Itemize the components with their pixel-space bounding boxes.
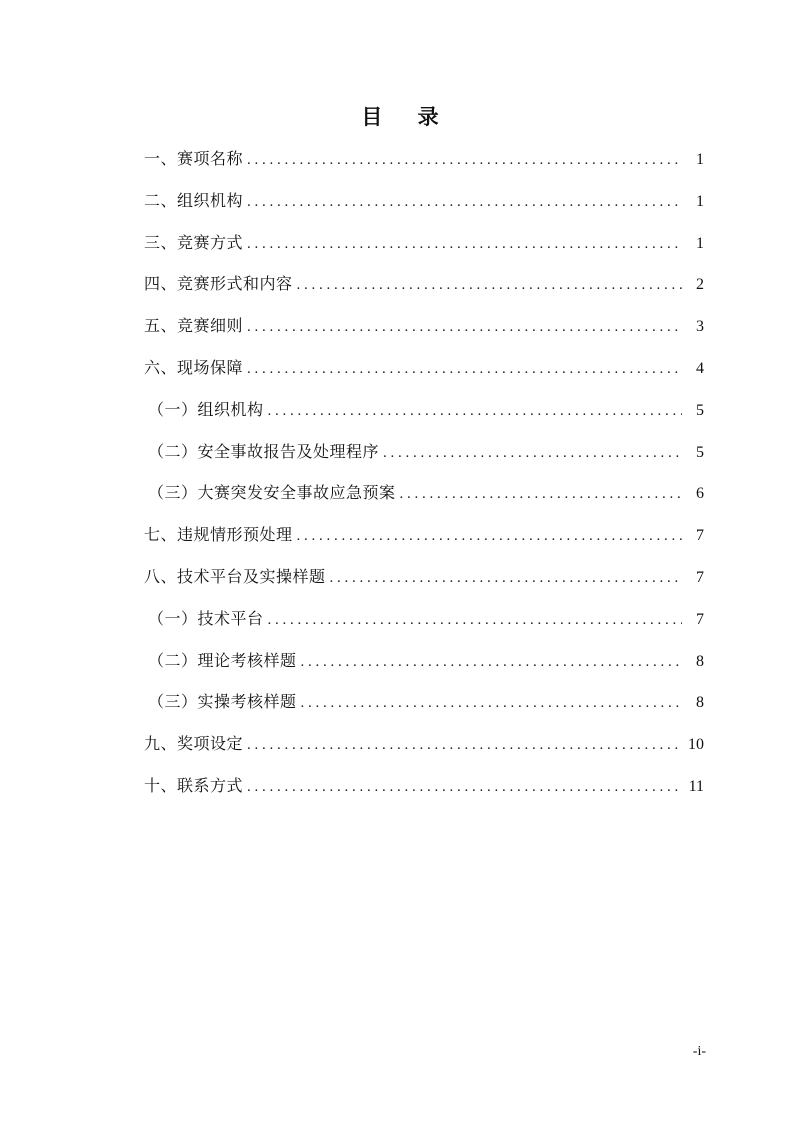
toc-dot-leader — [297, 271, 682, 299]
toc-entry-page: 2 — [696, 276, 704, 294]
toc-entry-label: （二）理论考核样题 — [148, 650, 297, 670]
toc-dot-leader — [301, 648, 682, 676]
toc-entry-label: 三、竞赛方式 — [144, 232, 244, 252]
toc-entry[interactable] — [144, 396, 704, 438]
toc-list — [144, 145, 704, 814]
toc-dot-leader — [268, 397, 682, 425]
toc-entry-label: （一）组织机构 — [148, 399, 264, 419]
toc-dot-leader — [247, 731, 678, 759]
toc-entry[interactable] — [144, 688, 704, 730]
toc-entry-page: 1 — [696, 234, 704, 252]
toc-dot-leader — [247, 355, 682, 383]
toc-entry-label: 七、违规情形预处理 — [144, 525, 293, 545]
toc-entry-page: 11 — [688, 777, 704, 795]
toc-entry-label: 八、技术平台及实操样题 — [144, 566, 326, 586]
toc-dot-leader — [268, 606, 682, 634]
toc-dot-leader — [330, 564, 682, 592]
toc-entry[interactable] — [144, 563, 704, 605]
toc-entry[interactable] — [144, 354, 704, 396]
toc-entry[interactable] — [144, 270, 704, 312]
toc-entry-page: 7 — [696, 610, 704, 628]
toc-dot-leader — [247, 188, 682, 216]
toc-entry-page: 8 — [696, 652, 704, 670]
toc-entry-page: 5 — [696, 443, 704, 461]
toc-entry[interactable] — [144, 479, 704, 521]
toc-entry-label: 九、奖项设定 — [144, 734, 244, 754]
toc-entry[interactable] — [144, 438, 704, 480]
toc-entry[interactable] — [144, 647, 704, 689]
toc-entry-label: 一、赛项名称 — [144, 149, 244, 168]
toc-entry-page: 6 — [696, 485, 704, 503]
toc-entry-page: 3 — [696, 318, 704, 336]
toc-dot-leader — [297, 522, 682, 550]
toc-entry[interactable] — [144, 145, 704, 187]
toc-entry-label: 五、竞赛细则 — [144, 316, 244, 336]
toc-dot-leader — [247, 230, 682, 258]
toc-entry-page: 10 — [688, 736, 704, 754]
toc-entry-label: （三）实操考核样题 — [148, 692, 297, 712]
toc-dot-leader — [247, 313, 682, 341]
toc-dot-leader — [400, 480, 682, 508]
page-number: -i- — [692, 1044, 706, 1059]
toc-entry-page: 5 — [696, 401, 704, 419]
toc-dot-leader — [247, 146, 682, 174]
toc-entry-label: （三）大赛突发安全事故应急预案 — [148, 483, 396, 503]
toc-entry[interactable] — [144, 521, 704, 563]
toc-dot-leader — [383, 439, 682, 467]
toc-entry[interactable] — [144, 605, 704, 647]
toc-entry-label: 六、现场保障 — [144, 357, 244, 377]
toc-entry-page: 7 — [696, 568, 704, 586]
toc-entry-page: 4 — [696, 359, 704, 377]
toc-entry-page: 1 — [696, 192, 704, 210]
toc-entry[interactable] — [144, 312, 704, 354]
toc-entry[interactable] — [144, 772, 704, 814]
toc-entry[interactable] — [144, 229, 704, 271]
toc-dot-leader — [301, 689, 682, 717]
toc-entry[interactable] — [144, 187, 704, 229]
toc-entry-page: 8 — [696, 694, 704, 712]
toc-entry[interactable] — [144, 730, 704, 772]
toc-entry-label: 四、竞赛形式和内容 — [144, 274, 293, 294]
toc-entry-page: 1 — [696, 151, 704, 168]
toc-entry-page: 7 — [696, 527, 704, 545]
toc-entry-label: （二）安全事故报告及处理程序 — [148, 441, 380, 461]
toc-entry-label: 十、联系方式 — [144, 775, 244, 795]
toc-entry-label: 二、组织机构 — [144, 190, 244, 210]
toc-entry-label: （一）技术平台 — [148, 608, 264, 628]
toc-title: 目 录 — [361, 104, 453, 129]
toc-dot-leader — [247, 773, 679, 801]
